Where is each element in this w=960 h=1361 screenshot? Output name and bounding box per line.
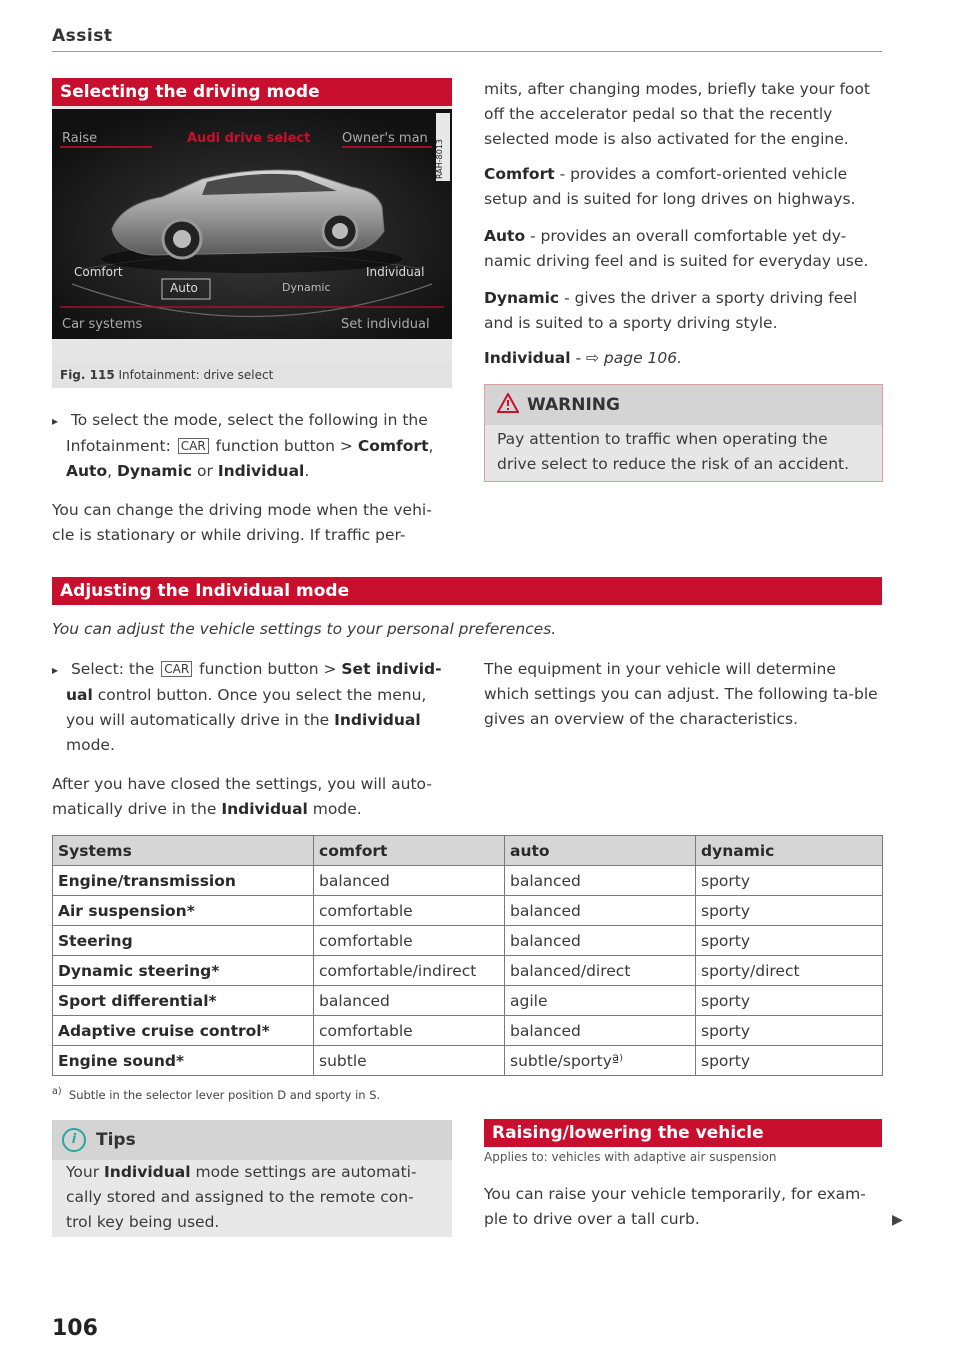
header-rule [52, 51, 882, 52]
selecting-heading: Selecting the driving mode [52, 78, 452, 106]
raising-heading: Raising/lowering the vehicle [484, 1119, 882, 1147]
change-mode-paragraph: You can change the driving mode when the vehi-cle is stationary or while driving. If traffic per- [52, 501, 432, 544]
systems-table [52, 835, 883, 1076]
warning-header: WARNING [485, 385, 882, 425]
table-row: Engine/transmission balanced balanced sporty [53, 866, 883, 896]
comfort-desc: Comfort - provides a comfort-oriented vehicle setup and is suited for long drives on highways. [484, 165, 856, 208]
dynamic-desc: Dynamic - gives the driver a sporty driving feel and is suited to a sporty driving style. [484, 289, 858, 332]
table-row: Dynamic steering* comfortable/indirect balanced/direct sporty/direct [53, 956, 883, 986]
col-auto: auto [505, 836, 696, 866]
mode-paragraph: mits, after changing modes, briefly take your foot off the accelerator pedal so that the recently selected mode is also activated for the engine. [484, 80, 870, 148]
comfort-option: Comfort [74, 265, 123, 279]
adjusting-heading: Adjusting the Individual mode [52, 577, 882, 605]
info-icon: i [62, 1128, 86, 1152]
equipment-paragraph: The equipment in your vehicle will determine which settings you can adjust. The following ta-ble gives an overview of the characteristics. [484, 660, 878, 728]
page-ref-link[interactable]: - ⇨ page 106. [575, 349, 683, 367]
raising-paragraph: You can raise your vehicle temporarily, for exam-ple to drive over a tall curb. [484, 1185, 866, 1228]
tips-text: Your Individual mode settings are automati-cally stored and assigned to the remote con-trol key being used. [66, 1163, 417, 1231]
raise-label: Raise [62, 131, 98, 146]
col-comfort: comfort [314, 836, 505, 866]
table-footnote: $^{a)}$ Subtle in the selector lever position D and sporty in S. [52, 1086, 381, 1102]
car-systems-label: Car systems [62, 317, 143, 332]
table-row: Sport differential* balanced agile sporty [53, 986, 883, 1016]
section-header: Assist [52, 26, 113, 46]
warning-triangle-icon [497, 393, 519, 413]
auto-drive-paragraph: After you have closed the settings, you will auto-matically drive in the Individual mode. [52, 775, 432, 818]
set-individual-instruction: ▸ Select: the CAR function button > Set individ-ual control button. Once you select the menu, you will automatically drive in the Individual mode. [66, 657, 452, 758]
page-number: 106 [52, 1316, 98, 1341]
table-row: Steering comfortable balanced sporty [53, 926, 883, 956]
dynamic-option: Dynamic [282, 281, 331, 294]
auto-option: Auto [170, 281, 198, 295]
car-key: CAR [178, 438, 209, 454]
auto-desc: Auto - provides an overall comfortable yet dy-namic driving feel and is suited for everyday use. [484, 227, 869, 270]
adjusting-subtitle: You can adjust the vehicle settings to your personal preferences. [52, 620, 557, 638]
col-dynamic: dynamic [696, 836, 883, 866]
continue-arrow-icon: ▶ [892, 1212, 903, 1228]
set-individual-label: Set individual [341, 317, 430, 332]
warning-box [484, 384, 883, 482]
infotainment-screen [52, 109, 452, 339]
tips-box [52, 1120, 452, 1237]
figure-code: RAH-8013 [435, 139, 444, 179]
table-row: Air suspension* comfortable balanced sporty [53, 896, 883, 926]
app-title: Audi drive select [187, 131, 311, 146]
table-header-row [53, 836, 883, 866]
col-systems: Systems [53, 836, 314, 866]
warning-text: Pay attention to traffic when operating the drive select to reduce the risk of an accident. [497, 430, 850, 473]
figure-caption: Fig. 115 Infotainment: drive select [52, 362, 452, 388]
applies-to: Applies to: vehicles with adaptive air suspension [484, 1150, 777, 1164]
table-row: Adaptive cruise control* comfortable balanced sporty [53, 1016, 883, 1046]
individual-option: Individual [366, 265, 425, 279]
owners-manual-label: Owner's man [342, 131, 428, 146]
table-row: Engine sound* subtle subtle/sportyª⁾ sporty [53, 1046, 883, 1076]
select-mode-instruction: ▸ To select the mode, select the following in the Infotainment: CAR function button > Comfort, Auto, Dynamic or Individual. [66, 408, 452, 484]
car-key: CAR [161, 661, 192, 677]
tips-header: i Tips [52, 1120, 452, 1160]
individual-desc: Individual - ⇨ page 106. [484, 349, 683, 367]
